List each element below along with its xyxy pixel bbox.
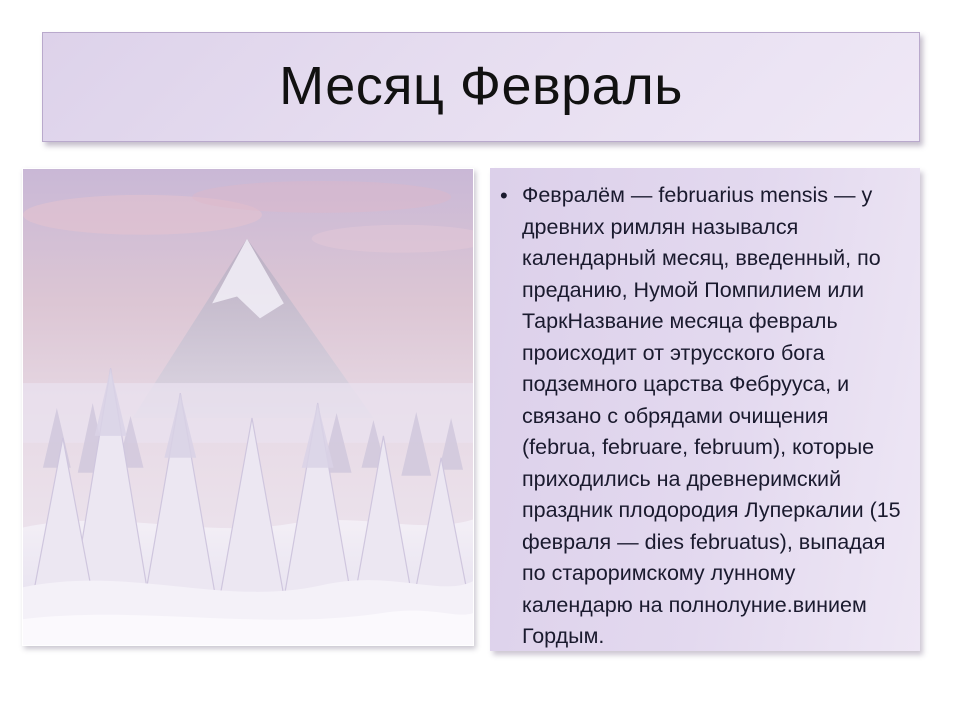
body-paragraph: Февралём — februarius mensis — у древних римлян назывался календарный месяц, введенный, по преданию, Нумой Помпилием или ТаркНазвание месяца февраль происходит от этрусского бога подземного царства Фебрууса, и связано с обрядами очищения (februa, februare, februum), которые приходились на древнеримский праздник плодородия Луперкалии (15 февраля — dies februatus), выпадая по староримскому лунному календарю на полнолуние.винием Гордым. [522,183,901,648]
slide-title-box [42,32,920,142]
bullet-marker-icon: • [500,183,508,208]
winter-forest-illustration [23,169,473,645]
winter-forest-image [22,168,474,646]
list-item [500,180,906,651]
page-title: Месяц Февраль [279,56,683,117]
slide-body-box [490,168,920,651]
